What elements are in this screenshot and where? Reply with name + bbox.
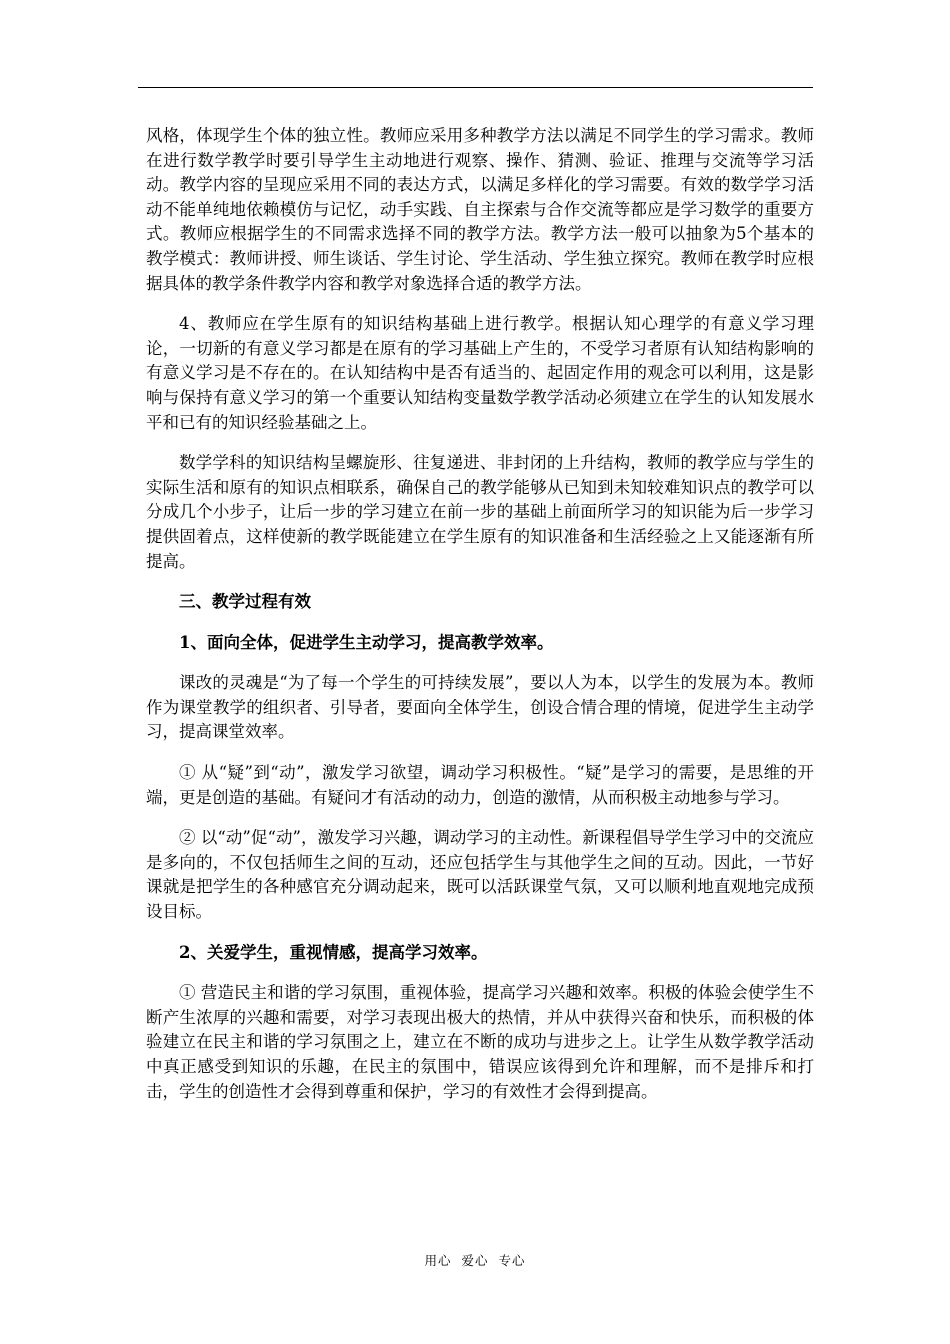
subsection-heading: 2、关爱学生，重视情感，提高学习效率。 — [179, 942, 488, 962]
paragraph: 课改的灵魂是“为了每一个学生的可持续发展”，要以人为本，以学生的发展为本。教师作为课堂教学的组织者、引导者，要面向全体学生，创设合情合理的情境，促进学生主动学习，提高课堂效率。 — [146, 673, 814, 742]
paragraph: ② 以“动”促“动”，激发学习兴趣，调动学习的主动性。新课程倡导学生学习中的交流应是多向的，不仅包括师生之间的互动，还应包括学生与其他学生之间的互动。因此，一节好课就是把学生的各种感官充分调动起来，既可以活跃课堂气氛，又可以顺利地直观地完成预设目标。 — [146, 828, 814, 922]
document-body — [146, 124, 814, 1120]
paragraph: 4、教师应在学生原有的知识结构基础上进行教学。根据认知心理学的有意义学习理论，一切新的有意义学习都是在原有的学习基础上产生的，不受学习者原有认知结构影响的有意义学习是不存在的。在认知结构中是否有适当的、起固定作用的观念可以利用，这是影响与保持有意义学习的第一个重要认知结构变量数学教学活动必须建立在学生的认知发展水平和已有的知识经验基础之上。 — [146, 314, 814, 432]
subsection-heading: 1、面向全体，促进学生主动学习，提高教学效率。 — [179, 632, 554, 652]
section-heading: 三、教学过程有效 — [179, 592, 311, 612]
paragraph: 数学学科的知识结构呈螺旋形、往复递进、非封闭的上升结构，教师的教学应与学生的实际生活和原有的知识点相联系，确保自己的教学能够从已知到未知较难知识点的教学可以分成几个小步子，让后一步的学习建立在前一步的基础上前面所学习的知识能为后一步学习提供固着点，这样使新的教学既能建立在学生原有的知识准备和生活经验之上又能逐渐有所提高。 — [146, 453, 814, 571]
header-rule — [138, 87, 813, 88]
page-footer: 用心 爱心 专心 — [424, 1253, 526, 1268]
paragraph: ① 营造民主和谐的学习氛围，重视体验，提高学习兴趣和效率。积极的体验会使学生不断产生浓厚的兴趣和需要，对学习表现出极大的热情，并从中获得兴奋和快乐，而积极的体验建立在民主和谐的学习氛围之上，建立在不断的成功与进步之上。让学生从数学教学活动中真正感受到知识的乐趣，在民主的氛围中，错误应该得到允许和理解，而不是排斥和打击，学生的创造性才会得到尊重和保护，学习的有效性才会得到提高。 — [146, 983, 814, 1101]
paragraph: 风格，体现学生个体的独立性。教师应采用多种教学方法以满足不同学生的学习需求。教师在进行数学教学时要引导学生主动地进行观察、操作、猜测、验证、推理与交流等学习活动。教学内容的呈现应采用不同的表达方式，以满足多样化的学习需要。有效的数学学习活动不能单纯地依赖模仿与记忆，动手实践、自主探索与合作交流等都应是学习数学的重要方式。教师应根据学生的不同需求选择不同的教学方法。教学方法一般可以抽象为5个基本的教学模式：教师讲授、师生谈话、学生讨论、学生活动、学生独立探究。教师在教学时应根据具体的教学条件教学内容和教学对象选择合适的教学方法。 — [146, 126, 814, 293]
paragraph: ① 从“疑”到“动”，激发学习欲望，调动学习积极性。“疑”是学习的需要，是思维的开端，更是创造的基础。有疑问才有活动的动力，创造的激情，从而积极主动地参与学习。 — [146, 763, 814, 807]
